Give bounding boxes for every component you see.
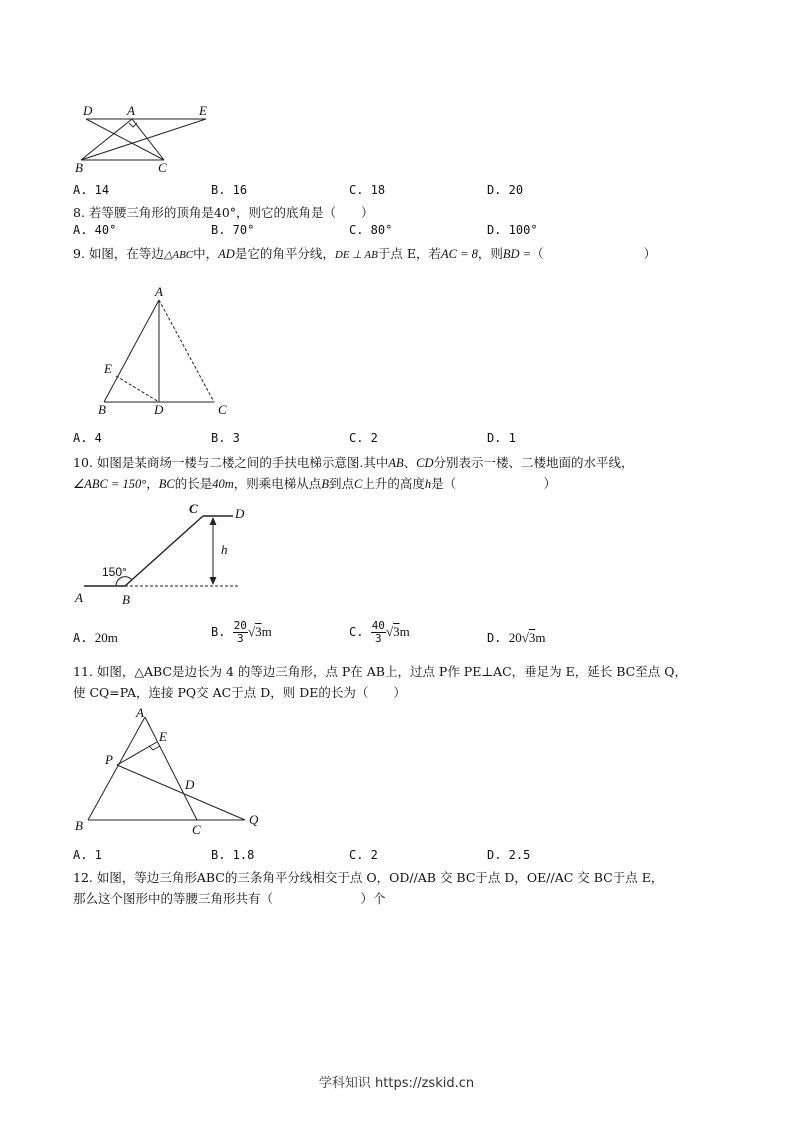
- q9-option-b: B. 3: [211, 431, 240, 445]
- q10-label-A: A: [75, 590, 83, 605]
- q9-label-A: A: [155, 284, 163, 299]
- q10-label-B: B: [122, 592, 130, 607]
- q7-label-C: C: [158, 160, 167, 175]
- q11-option-b: B. 1.8: [211, 848, 255, 862]
- q7-option-b: B. 16: [211, 183, 248, 197]
- q8-option-d: D. 100°: [487, 223, 538, 237]
- q12-line2: 那么这个图形中的等腰三角形共有（ ）个: [73, 891, 386, 906]
- q11-option-d: D. 2.5: [487, 848, 531, 862]
- q11-option-a: A. 1: [73, 848, 102, 862]
- q10-figure: [72, 498, 252, 610]
- q11-option-c: C. 2: [349, 848, 378, 862]
- q8-option-c: C. 80°: [349, 223, 393, 237]
- q9-label-D: D: [154, 402, 164, 417]
- q7-label-A: A: [127, 103, 135, 118]
- q7-option-c: C. 18: [349, 183, 386, 197]
- q11-label-E: E: [159, 729, 167, 744]
- q9-option-d: D. 1: [487, 431, 516, 445]
- q10-option-b-fraction: $\frac{20}{3}$: [233, 619, 247, 645]
- q7-label-E: E: [199, 103, 207, 118]
- q9-label-C: C: [218, 402, 227, 417]
- q9-option-a: A. 4: [73, 431, 102, 445]
- q11-label-D: D: [185, 777, 195, 792]
- q11-label-C: C: [192, 822, 201, 837]
- q10-label-C: C: [189, 501, 198, 516]
- q10-label-h: h: [221, 542, 228, 557]
- q7-option-a: A. 14: [73, 183, 110, 197]
- q10-label-D: D: [235, 506, 245, 521]
- q11-label-A: A: [136, 705, 144, 720]
- q10-angle-label: 150°: [102, 565, 127, 579]
- q8-option-b: B. 70°: [211, 223, 255, 237]
- q10-line1: 10. 如图是某商场一楼与二楼之间的手扶电梯示意图.其中AB、CD分别表示一楼、二楼地面的水平线，: [73, 455, 634, 470]
- page-footer: 学科知识 https://zskid.cn: [318, 1076, 475, 1091]
- q10-option-b: B. $\frac{20}{3}$ √3m: [211, 619, 272, 645]
- q12-line1: 12. 如图，等边三角形ABC的三条角平分线相交于点 O，OD//AB 交 BC于点 D，OE//AC 交 BC于点 E，: [73, 870, 664, 885]
- q11-label-P: P: [105, 752, 113, 767]
- q9-text: 9. 如图，在等边△ABC中，AD是它的角平分线，DE ⊥ AB于点 E，若AC = 8，则BD =（ ）: [73, 246, 657, 261]
- q8-option-a: A. 40°: [73, 223, 117, 237]
- q7-option-d: D. 20: [487, 183, 524, 197]
- q9-figure: [92, 283, 252, 418]
- q10-option-a: A. 20m: [73, 630, 118, 645]
- q7-label-B: B: [75, 160, 83, 175]
- q10-line2: ∠ABC = 150°，BC的长是40m，则乘电梯从点B到点C上升的高度h是（ ）: [73, 476, 557, 491]
- q11-line1: 11. 如图，△ABC是边长为 4 的等边三角形，点 P在 AB上，过点 P作 PE⊥AC，垂足为 E，延长 BC至点 Q，: [73, 664, 687, 679]
- q11-figure: [68, 702, 268, 840]
- q11-label-Q: Q: [249, 812, 259, 827]
- q10-option-c-fraction: $\frac{40}{3}$: [371, 619, 385, 645]
- q9-option-c: C. 2: [349, 431, 378, 445]
- q8-text: 8. 若等腰三角形的顶角是40°，则它的底角是（ ）: [73, 205, 374, 220]
- q11-line2: 使 CQ=PA，连接 PQ交 AC于点 D，则 DE的长为（ ）: [73, 685, 406, 700]
- q11-label-B: B: [75, 818, 83, 833]
- q9-label-B: B: [98, 402, 106, 417]
- q10-option-c: C. $\frac{40}{3}$ √3m: [349, 619, 410, 645]
- q7-figure: [72, 100, 222, 178]
- q10-option-d: D. 20√3m: [487, 630, 546, 645]
- q7-label-D: D: [83, 103, 93, 118]
- q9-label-E: E: [104, 361, 112, 376]
